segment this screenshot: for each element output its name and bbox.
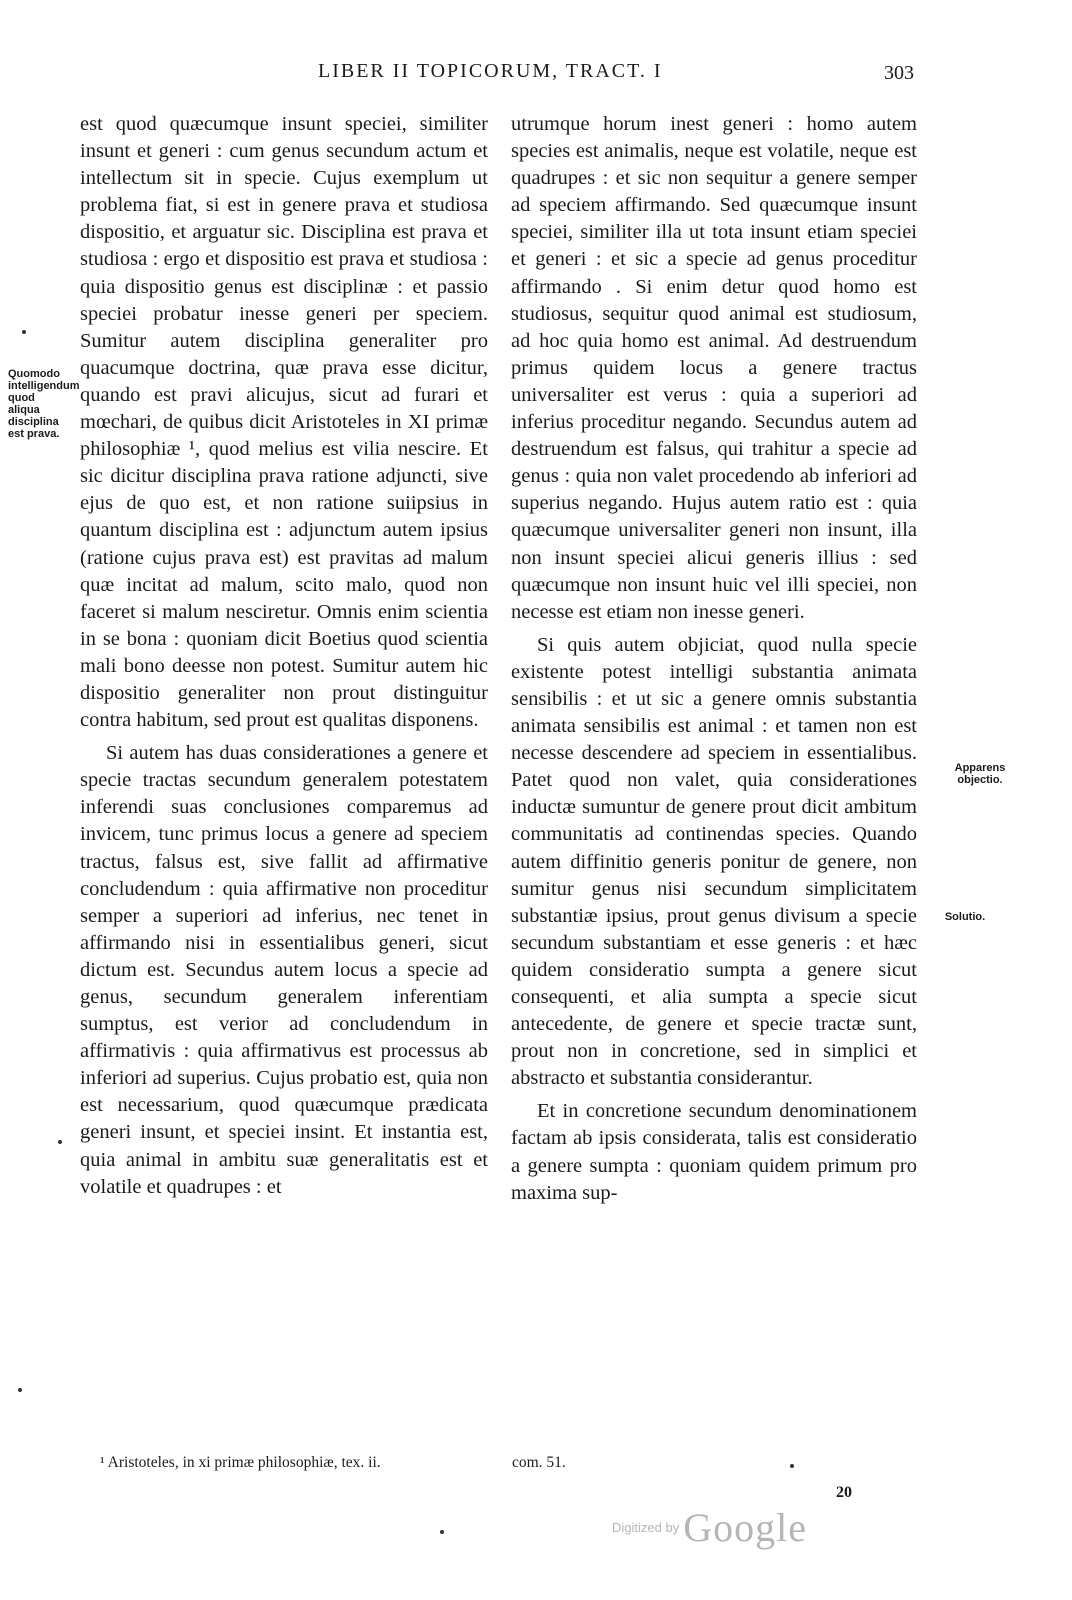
digitized-watermark [612, 1504, 807, 1551]
running-title: LIBER II TOPICORUM, TRACT. I [318, 60, 663, 82]
left-column [80, 111, 488, 1201]
right-paragraph-3: Et in concretione secundum denominationem factam ab ipsis considerata, talis est consideratio a genere sumpta : quoniam quidem primum pro maxima sup- [511, 1100, 917, 1204]
right-paragraph-2: Si quis autem objiciat, quod nulla specie existente potest intelligi substantia animata sensibilis : et ut sic a genere omnis substantia animata sensibilis est animal : et tamen non est necesse descendere ad speciem in essentialibus. Patet quod non valet, quia considerationes inductæ sumuntur de genere prout dicit ambitum communitatis ad continendas species. Quando autem diffinitio generis ponitur de genere, non sumitur genus nisi secundum simplicitatem substantiæ ipsius, prout genus divisum a specie secundum substantiam et esse generis : et hæc quidem consideratio sumpta a genere sicut consequenti, et alia sumpta a specie sicut antecedente, de genere et specie tractæ sunt, prout non in concretione, sed in simplici et abstracto et substantia considerantur. [511, 633, 917, 1090]
margin-note-solution: Solutio. [944, 911, 986, 923]
right-paragraph-1: utrumque horum inest generi : homo autem species est animalis, neque est volatile, neque est quadrupes : et sic non sequitur a genere semper ad speciem affirmando. Sed quæcumque insunt speciei, similiter illa ut tota insunt etiam speciei et generi : et sic a specie ad genus proceditur affirmando . Si enim detur quod homo est studiosus, sequitur quod animal est studiosum, ad hoc quia homo est animal. Ad destruendum primus quidem locus a genere tractus universaliter est verus : quia a superiori ad inferius proceditur negando. Secundus autem ad destruendum est falsus, qui trahitur a specie ad genus : quia non valet procedendo ab inferiori ad superius negando. Hujus autem ratio est : quia quæcumque universaliter generi non insunt, illa non insunt speciei alicui generis illius : sed quæcumque non insunt huic vel illi speciei, non necesse est etiam non inesse generi. [511, 113, 917, 623]
signature-mark: 20 [836, 1484, 852, 1501]
scan-speck [22, 330, 26, 334]
margin-note-objection: Apparens objectio. [954, 762, 1006, 786]
left-paragraph-1: est quod quæcumque insunt speciei, similiter insunt et generi : cum genus secundum actum et intellectum sit in specie. Cujus exemplum ut problema fiat, si est in genere prava et studiosa dispositio, et arguatur sic. Disciplina est prava et studiosa : ergo et dispositio est prava et studiosa : quia dispositio genus est disciplinæ : et passio speciei probatur inesse generi per speciem. Sumitur autem disciplina generaliter pro quacumque doctrina, quæ prava esse dicitur, quando est pravi alicujus, sicut ad furari et mœchari, de quibus dicit Aristoteles in XI primæ philosophiæ ¹, quod melius est vilia nescire. Et sic dicitur disciplina prava ratione adjuncti, sive ejus de quo est, et non ratione suiipsius in quantum disciplina est : adjunctum autem ipsius (ratione cujus prava est) est pravitas ad malum quæ incitat ad malum, scito malo, quod non faceret si malum nesciretur. Omnis enim scientia in se bona : quoniam dicit Boetius quod scientia mali bono deesse non potest. Sumitur autem hic dispositio generaliter non prout distinguitur contra habitum, sed prout est qualitas disponens. [80, 113, 488, 732]
footnote-right: com. 51. [512, 1454, 566, 1471]
left-paragraph-2: Si autem has duas considerationes a genere et specie tractas secundum generalem potestatem inferendi suas conclusiones comparemus ad invicem, tunc primus locus a genere ad speciem tractus, falsus est, sive fallit ad affirmative concludendum : quia affirmative non proceditur semper a superiori ad inferius, nec tenet in affirmando nisi in essentialibus generi, sicut dictum est. Secundus autem locus a specie ad genus, secundum generalem inferentiam sumptus, est verior ad concludendum in affirmativis : quia affirmativus est processus ab inferiori ad superius. Cujus probatio est, quia non est necessarium, quod quæcumque prædicata generi insunt, et speciei insint. Et instantia est, quia animal in ambitu suæ generalitatis est et volatile et quadrupes : et [80, 742, 488, 1198]
scan-speck [58, 1140, 62, 1144]
margin-note-left: Quomodo intelligendum quod aliqua disciplina est prava. [8, 368, 80, 440]
scan-speck [440, 1530, 444, 1534]
page-number: 303 [884, 62, 914, 84]
watermark-small: Digitized by [612, 1520, 680, 1535]
footnote-left: ¹ Aristoteles, in xi primæ philosophiæ, tex. ii. [100, 1454, 381, 1471]
watermark-logo: Google [683, 1505, 807, 1550]
right-column [511, 111, 917, 1207]
running-header [0, 60, 1072, 90]
scan-speck [18, 1388, 22, 1392]
scan-speck [790, 1464, 794, 1468]
